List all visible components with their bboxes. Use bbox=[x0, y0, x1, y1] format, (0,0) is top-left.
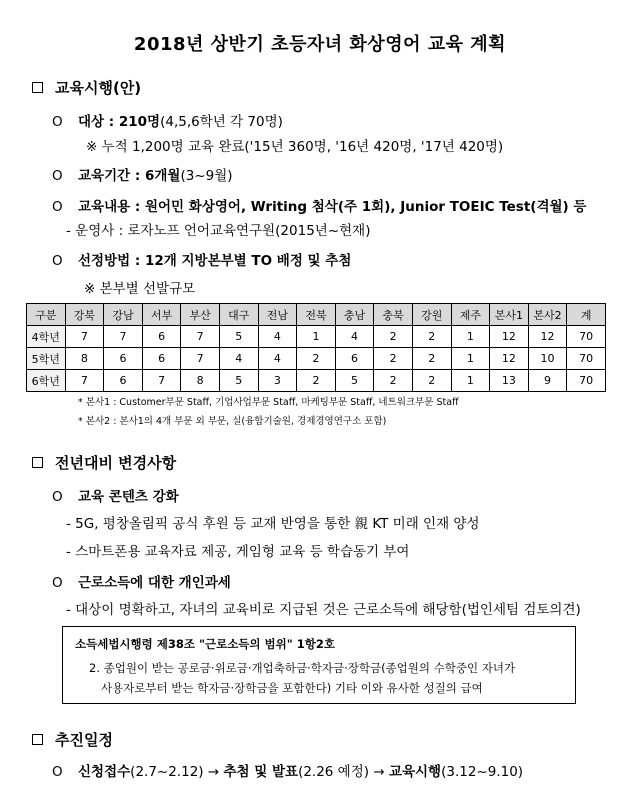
square-bullet-icon bbox=[32, 82, 43, 93]
table-cell: 5학년 bbox=[27, 348, 66, 370]
content-enhancement bbox=[52, 485, 179, 505]
law-line: 2. 종업원이 받는 공로금·위로금·개업축하금·학자금·장학금(종업원의 수학중인 자녀가 bbox=[89, 661, 516, 675]
circle-bullet-icon: O bbox=[52, 253, 63, 269]
table-header: 충남 bbox=[335, 304, 374, 326]
income-tax bbox=[52, 571, 231, 591]
table-header: 강남 bbox=[104, 304, 143, 326]
table-header: 부산 bbox=[181, 304, 220, 326]
table-cell: 6 bbox=[142, 326, 181, 348]
table-cell: 4학년 bbox=[27, 326, 66, 348]
law-line: 사용자로부터 받는 학자금·장학금을 포함한다) 기타 이와 유사한 성질의 급여 bbox=[101, 681, 483, 695]
square-bullet-icon bbox=[32, 457, 43, 468]
selection-label: 선정방법 : 12개 지방본부별 TO 배정 및 추첨 bbox=[78, 253, 352, 269]
schedule-step: 교육시행 bbox=[388, 764, 442, 780]
circle-bullet-icon: O bbox=[52, 764, 63, 780]
table-cell: 8 bbox=[181, 370, 220, 392]
table-cell: 70 bbox=[567, 348, 606, 370]
circle-bullet-icon: O bbox=[52, 168, 63, 184]
table-cell: 4 bbox=[258, 348, 297, 370]
schedule-date: (2.7~2.12) bbox=[130, 764, 204, 780]
law-title: 소득세법시행령 제38조 "근로소득의 범위" 1항2호 bbox=[75, 637, 335, 651]
table-cell: 2 bbox=[297, 370, 336, 392]
square-bullet-icon bbox=[32, 734, 43, 745]
change-detail: - 스마트폰용 교육자료 제공, 게임형 교육 등 학습동기 부여 bbox=[66, 544, 410, 560]
table-cell: 2 bbox=[412, 326, 451, 348]
quota-table bbox=[26, 303, 606, 392]
table-cell: 1 bbox=[451, 348, 490, 370]
section-title: 추진일정 bbox=[55, 731, 113, 749]
table-header: 강원 bbox=[412, 304, 451, 326]
table-row bbox=[27, 326, 606, 348]
period-line bbox=[52, 164, 233, 184]
table-cell: 4 bbox=[335, 326, 374, 348]
table-header: 구분 bbox=[27, 304, 66, 326]
selection-line bbox=[52, 249, 351, 269]
operator-line: - 운영사 : 로자노프 언어교육연구원(2015년~현재) bbox=[66, 223, 371, 239]
table-cell: 4 bbox=[258, 326, 297, 348]
table-cell: 2 bbox=[297, 348, 336, 370]
table-header: 충북 bbox=[374, 304, 413, 326]
period-detail: (3~9월) bbox=[180, 168, 233, 184]
table-cell: 2 bbox=[412, 370, 451, 392]
target-detail: (4,5,6학년 각 70명) bbox=[160, 114, 283, 130]
section-education-plan bbox=[32, 77, 141, 98]
change-item-title: 근로소득에 대한 개인과세 bbox=[78, 575, 231, 591]
table-header: 서부 bbox=[142, 304, 181, 326]
table-cell: 6학년 bbox=[27, 370, 66, 392]
table-header: 전북 bbox=[297, 304, 336, 326]
table-cell: 70 bbox=[567, 370, 606, 392]
table-cell: 3 bbox=[258, 370, 297, 392]
table-cell: 6 bbox=[142, 348, 181, 370]
table-row bbox=[27, 348, 606, 370]
table-cell: 70 bbox=[567, 326, 606, 348]
target-line bbox=[52, 110, 283, 130]
table-header: 본사1 bbox=[490, 304, 529, 326]
target-label: 대상 : 210명 bbox=[78, 114, 161, 130]
content-line bbox=[52, 195, 586, 215]
table-cell: 1 bbox=[451, 326, 490, 348]
schedule-step: 추첨 및 발표 bbox=[223, 764, 299, 780]
table-header: 본사2 bbox=[528, 304, 567, 326]
section-title: 전년대비 변경사항 bbox=[55, 454, 177, 472]
cumulative-note: ※ 누적 1,200명 교육 완료('15년 360명, '16년 420명, '17년 420명) bbox=[86, 139, 504, 155]
table-cell: 7 bbox=[142, 370, 181, 392]
schedule-step: 신청접수 bbox=[78, 764, 131, 780]
table-cell: 4 bbox=[219, 348, 258, 370]
table-cell: 6 bbox=[104, 348, 143, 370]
table-cell: 7 bbox=[181, 348, 220, 370]
table-cell: 5 bbox=[219, 326, 258, 348]
table-cell: 13 bbox=[490, 370, 529, 392]
table-header: 대구 bbox=[219, 304, 258, 326]
table-footnote-2: * 본사2 : 본사1의 4개 부문 외 부문, 실(융합기술원, 경제경영연구소 포함) bbox=[78, 416, 387, 427]
table-cell: 12 bbox=[490, 348, 529, 370]
change-item-title: 교육 콘텐츠 강화 bbox=[78, 489, 179, 505]
schedule-date: (3.12~9.10) bbox=[441, 764, 524, 780]
table-cell: 5 bbox=[219, 370, 258, 392]
circle-bullet-icon: O bbox=[52, 114, 63, 130]
circle-bullet-icon: O bbox=[52, 575, 63, 591]
circle-bullet-icon: O bbox=[52, 489, 63, 505]
page-title: 2018년 상반기 초등자녀 화상영어 교육 계획 bbox=[133, 34, 507, 55]
law-citation-box bbox=[62, 626, 576, 704]
table-cell: 12 bbox=[490, 326, 529, 348]
quota-note: ※ 본부별 선발규모 bbox=[84, 281, 196, 297]
table-cell: 7 bbox=[181, 326, 220, 348]
table-cell: 8 bbox=[65, 348, 104, 370]
schedule-line bbox=[52, 760, 523, 780]
table-header: 강북 bbox=[65, 304, 104, 326]
table-cell: 2 bbox=[374, 348, 413, 370]
table-cell: 5 bbox=[335, 370, 374, 392]
table-cell: 12 bbox=[528, 326, 567, 348]
change-detail: - 대상이 명확하고, 자녀의 교육비로 지급된 것은 근로소득에 해당함(법인세팀 검토의견) bbox=[66, 602, 581, 618]
table-cell: 2 bbox=[412, 348, 451, 370]
table-footnote-1: * 본사1 : Customer부문 Staff, 기업사업부문 Staff, 마케팅부문 Staff, 네트워크부문 Staff bbox=[78, 397, 459, 408]
table-cell: 2 bbox=[374, 326, 413, 348]
content-label: 교육내용 : 원어민 화상영어, Writing 첨삭(주 1회), Junior TOEIC Test(격월) 등 bbox=[78, 199, 587, 215]
table-cell: 1 bbox=[451, 370, 490, 392]
table-cell: 1 bbox=[297, 326, 336, 348]
change-detail: - 5G, 평창올림픽 공식 후원 등 교재 반영을 통한 親 KT 미래 인재 양성 bbox=[66, 516, 480, 532]
section-schedule bbox=[32, 729, 113, 750]
table-cell: 7 bbox=[65, 326, 104, 348]
table-header: 계 bbox=[567, 304, 606, 326]
table-header-row bbox=[27, 304, 606, 326]
section-changes bbox=[32, 452, 176, 473]
law-body bbox=[75, 658, 563, 698]
table-cell: 2 bbox=[374, 370, 413, 392]
table-header: 제주 bbox=[451, 304, 490, 326]
section-title: 교육시행(안) bbox=[55, 79, 142, 97]
arrow-icon: → bbox=[373, 764, 385, 780]
circle-bullet-icon: O bbox=[52, 199, 63, 215]
table-cell: 7 bbox=[104, 326, 143, 348]
table-cell: 9 bbox=[528, 370, 567, 392]
arrow-icon: → bbox=[207, 764, 220, 780]
table-header: 전남 bbox=[258, 304, 297, 326]
table-cell: 6 bbox=[335, 348, 374, 370]
table-cell: 7 bbox=[65, 370, 104, 392]
table-row bbox=[27, 370, 606, 392]
table-cell: 10 bbox=[528, 348, 567, 370]
table-cell: 6 bbox=[104, 370, 143, 392]
schedule-date: (2.26 예정) bbox=[298, 764, 370, 780]
period-label: 교육기간 : 6개월 bbox=[78, 168, 181, 184]
